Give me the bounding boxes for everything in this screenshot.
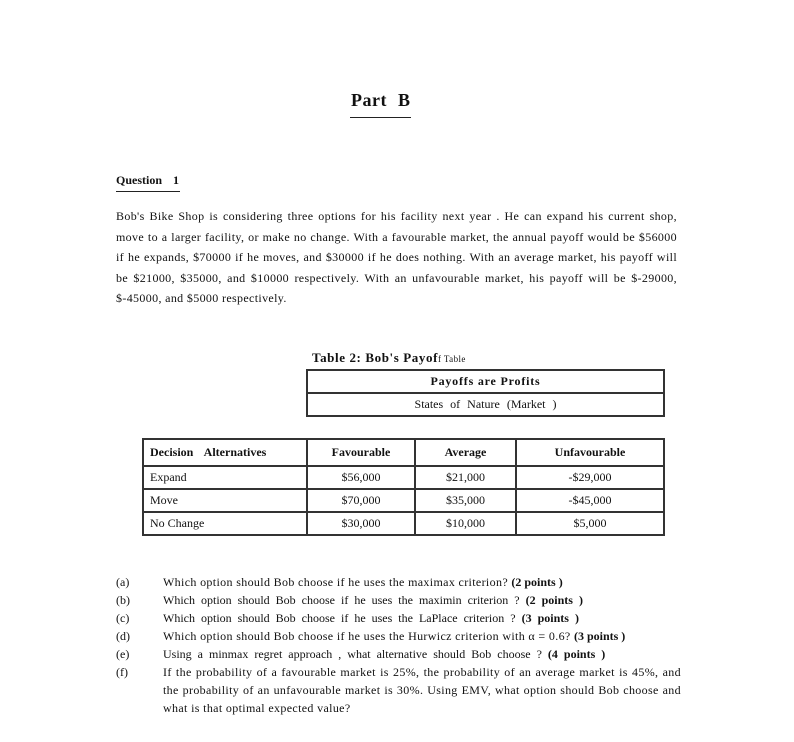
group-header: Payoffs are Profits: [307, 370, 664, 393]
cell-unfavourable: $5,000: [516, 512, 664, 535]
question-text: If the probability of a favourable market is 25%, the probability of an average market is 45%, and the probability of an unfavourable market is 30%. Using EMV, what option should Bob choose and what is that optimal expected value?: [163, 665, 681, 715]
row-label: No Change: [143, 512, 307, 535]
column-header-unfavourable: Unfavourable: [516, 439, 664, 466]
question-points: (4 points ): [547, 647, 606, 661]
question-points: (2 points ): [525, 593, 583, 607]
question-list: [116, 573, 681, 717]
column-header-alternatives: Decision Alternatives: [143, 439, 307, 466]
question-item: [116, 591, 681, 609]
question-label: (c): [116, 611, 130, 625]
question-points: (3 points ): [521, 611, 579, 625]
cell-favourable: $30,000: [307, 512, 415, 535]
question-text: Which option should Bob choose if he uses the LaPlace criterion ?: [163, 611, 516, 625]
table-caption-small: f Table: [438, 354, 466, 364]
table-caption-main: Table 2: Bob's Payof: [312, 350, 439, 365]
question-text: Using a minmax regret approach , what alternative should Bob choose ?: [163, 647, 542, 661]
question-text: Which option should Bob choose if he uses the maximax criterion?: [163, 575, 508, 589]
column-header-average: Average: [415, 439, 516, 466]
column-header-favourable: Favourable: [307, 439, 415, 466]
cell-average: $35,000: [415, 489, 516, 512]
row-label: Move: [143, 489, 307, 512]
column-header-row: [143, 439, 664, 466]
cell-favourable: $70,000: [307, 489, 415, 512]
payoff-table: [142, 369, 665, 536]
cell-unfavourable: -$29,000: [516, 466, 664, 489]
table-row: [143, 466, 664, 489]
question-item: [116, 573, 681, 591]
question-label: (d): [116, 629, 130, 643]
cell-favourable: $56,000: [307, 466, 415, 489]
question-text: Which option should Bob choose if he uses the Hurwicz criterion with α = 0.6?: [163, 629, 571, 643]
question-item: [116, 627, 681, 645]
question-label: (f): [116, 665, 128, 679]
question-title: Question 1: [116, 173, 180, 192]
cell-average: $21,000: [415, 466, 516, 489]
question-item: [116, 609, 681, 627]
part-title: Part B: [350, 90, 411, 118]
question-label: (a): [116, 575, 130, 589]
table-row: [143, 512, 664, 535]
cell-unfavourable: -$45,000: [516, 489, 664, 512]
question-label: (b): [116, 593, 130, 607]
row-label: Expand: [143, 466, 307, 489]
question-item: [116, 663, 681, 717]
question-item: [116, 645, 681, 663]
question-text: Which option should Bob choose if he uses the maximin criterion ?: [163, 593, 520, 607]
question-label: (e): [116, 647, 130, 661]
table-row: [143, 489, 664, 512]
question-points: (3 points ): [573, 629, 626, 643]
question-points: (2 points ): [511, 575, 563, 589]
problem-statement: Bob's Bike Shop is considering three options for his facility next year . He can expand his current shop, move to a larger facility, or make no change. With a favourable market, the annual payoff would be $56000 if he expands, $70000 if he moves, and $30000 if he does nothing. With an average market, his payoff will be $21000, $35000, and $10000 respectively. With an unfavourable market, his payoff will be $-29000, $-45000, and $5000 respectively.: [116, 209, 677, 306]
table-caption: [312, 350, 466, 366]
states-of-nature-header: States of Nature (Market ): [307, 393, 664, 416]
cell-average: $10,000: [415, 512, 516, 535]
